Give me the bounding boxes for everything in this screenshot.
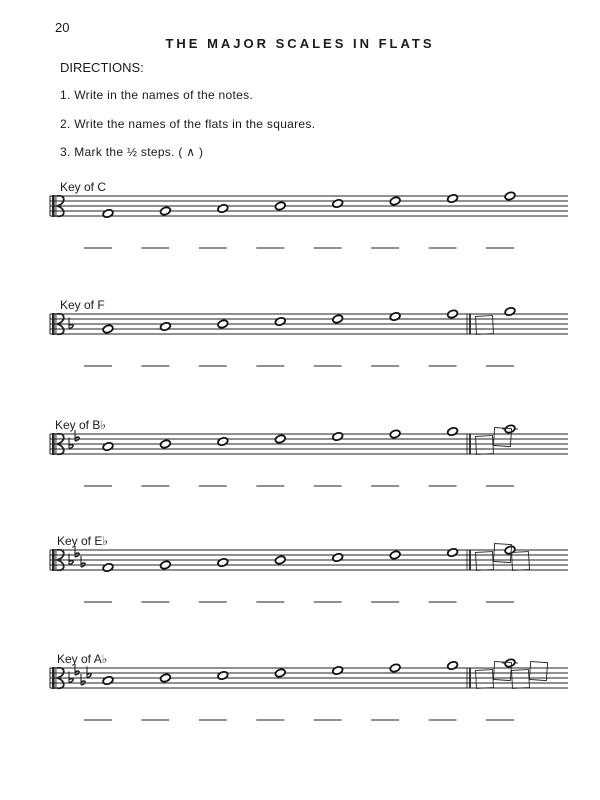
flat-answer-square — [476, 316, 494, 335]
staff-key-c — [0, 180, 600, 260]
flat-bowl — [69, 325, 73, 329]
whole-note — [332, 314, 344, 324]
whole-note — [447, 548, 459, 558]
flat-bowl — [69, 445, 73, 449]
whole-note — [217, 437, 229, 447]
clef-thin-bar — [56, 195, 57, 217]
whole-note — [447, 194, 459, 204]
whole-note — [447, 661, 459, 671]
whole-note — [332, 553, 344, 563]
clef-thick-bar — [52, 667, 55, 689]
direction-2-number: 2. — [60, 117, 71, 131]
whole-note — [274, 317, 286, 327]
direction-1-number: 1. — [60, 88, 71, 102]
whole-note — [332, 432, 344, 442]
direction-3-number: 3. — [60, 145, 71, 159]
direction-2 — [60, 117, 315, 131]
clef-thick-bar — [52, 433, 55, 455]
staff-key-f — [0, 298, 600, 378]
direction-1 — [60, 88, 253, 102]
whole-note — [102, 676, 114, 686]
direction-2-text: Write the names of the flats in the squares. — [74, 117, 316, 131]
whole-note — [504, 658, 516, 668]
clef-thin-bar — [56, 549, 57, 571]
whole-note — [389, 429, 401, 439]
key-label-e-flat: Key of E♭ — [57, 534, 109, 548]
page-number: 20 — [55, 20, 70, 35]
clef-thick-bar — [52, 549, 55, 571]
whole-note — [504, 307, 516, 317]
whole-note — [160, 206, 172, 216]
whole-note — [447, 427, 459, 437]
flat-bowl — [69, 561, 73, 565]
flat-answer-square — [512, 670, 530, 689]
flat-answer-square — [476, 670, 494, 689]
direction-1-text: Write in the names of the notes. — [74, 88, 254, 102]
whole-note — [102, 442, 114, 452]
staff-key-a-flat — [0, 652, 600, 732]
whole-note — [447, 309, 459, 319]
whole-note — [217, 558, 229, 568]
direction-3 — [60, 145, 203, 159]
whole-note — [102, 563, 114, 573]
whole-note — [332, 199, 344, 209]
flat-answer-square — [512, 552, 530, 571]
key-label-c: Key of C — [60, 180, 107, 194]
key-label-f: Key of F — [60, 298, 105, 312]
clef-thick-bar — [52, 195, 55, 217]
whole-note — [160, 673, 172, 683]
flat-answer-square — [476, 552, 494, 571]
whole-note — [504, 191, 516, 201]
flat-bowl — [87, 674, 91, 678]
whole-note — [504, 545, 516, 555]
whole-note — [504, 424, 516, 434]
whole-note — [274, 668, 286, 678]
flat-bowl — [69, 679, 73, 683]
clef-thin-bar — [56, 433, 57, 455]
whole-note — [217, 204, 229, 214]
key-label-b-flat: Key of B♭ — [55, 418, 107, 432]
whole-note — [102, 324, 114, 334]
whole-note — [389, 550, 401, 560]
clef-thin-bar — [56, 313, 57, 335]
whole-note — [389, 196, 401, 206]
clef-thick-bar — [52, 313, 55, 335]
whole-note — [389, 663, 401, 673]
whole-note — [274, 555, 286, 565]
directions-heading: DIRECTIONS: — [60, 60, 144, 75]
direction-3-text: Mark the ½ steps. ( ∧ ) — [74, 145, 204, 159]
staff-key-b-flat — [0, 418, 600, 498]
page-title: THE MAJOR SCALES IN FLATS — [165, 36, 435, 51]
whole-note — [102, 209, 114, 219]
flat-answer-square — [476, 436, 494, 455]
key-label-a-flat: Key of A♭ — [57, 652, 108, 666]
whole-note — [274, 201, 286, 211]
whole-note — [389, 312, 401, 322]
whole-note — [274, 434, 286, 444]
clef-thin-bar — [56, 667, 57, 689]
whole-note — [217, 671, 229, 681]
whole-note — [160, 560, 172, 570]
whole-note — [332, 666, 344, 676]
staff-key-e-flat — [0, 534, 600, 614]
whole-note — [160, 322, 172, 332]
whole-note — [160, 439, 172, 449]
whole-note — [217, 319, 229, 329]
